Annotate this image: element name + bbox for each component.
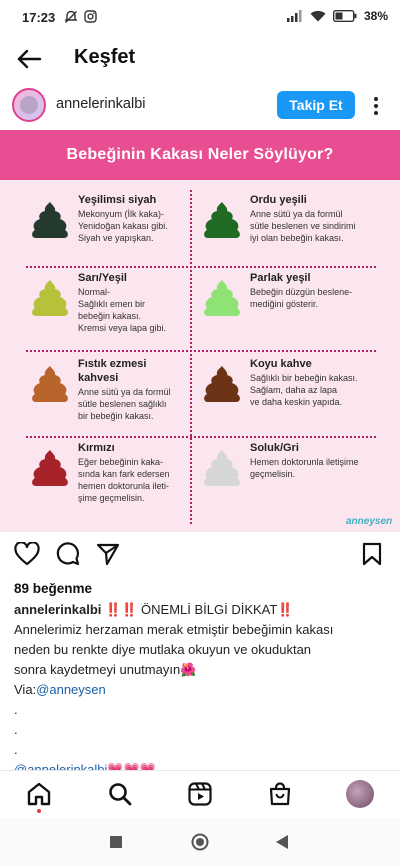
- stool-swatch-icon: [202, 200, 242, 240]
- shop-icon[interactable]: [267, 781, 293, 807]
- stool-color-description: sütle beslenen ve sindirimi: [250, 221, 356, 231]
- stool-color-description: Bebeğin düzgün beslene-: [250, 287, 353, 297]
- via-label: Via:: [14, 682, 37, 697]
- stool-color-description: Sağlam, daha az lapa: [250, 385, 338, 395]
- caption-dot: .: [14, 702, 18, 717]
- wifi-icon: [310, 10, 326, 22]
- stool-color-description: Anne sütü ya da formül: [78, 387, 171, 397]
- stool-color-description: şime geçmelisin.: [78, 493, 145, 503]
- infographic-title: Bebeğinin Kakası Neler Söylüyor?: [0, 130, 400, 180]
- search-icon[interactable]: [107, 781, 133, 807]
- stool-color-description: sütle beslenen sağlıklı: [78, 399, 167, 409]
- more-options-icon[interactable]: [368, 94, 384, 118]
- stool-swatch-icon: [30, 364, 70, 404]
- stool-swatch-icon: [30, 278, 70, 318]
- status-time: 17:23: [22, 10, 56, 25]
- stool-swatch-icon: [30, 448, 70, 488]
- stool-color-description: Yenidoğan kakası gibi.: [78, 221, 168, 231]
- status-bar: [0, 0, 400, 34]
- back-arrow-icon[interactable]: [14, 44, 44, 74]
- stool-color-description: hemen doktorunla ileti-: [78, 481, 170, 491]
- follow-button[interactable]: Takip Et: [277, 91, 355, 119]
- stool-color-title: Sarı/Yeşil: [78, 272, 127, 284]
- post-username[interactable]: annelerinkalbi: [56, 96, 146, 112]
- via-link[interactable]: @anneysen: [36, 682, 106, 697]
- stool-color-title: kahvesi: [78, 372, 119, 384]
- battery-icon: [333, 10, 357, 22]
- reels-icon[interactable]: [187, 781, 213, 807]
- share-icon[interactable]: [96, 542, 120, 566]
- stool-color-title: Soluk/Gri: [250, 442, 299, 454]
- post-header: [0, 84, 400, 130]
- stool-color-description: mediğini gösterir.: [250, 299, 319, 309]
- stool-color-item: [202, 440, 382, 522]
- comment-icon[interactable]: [56, 542, 80, 566]
- stool-color-title: Ordu yeşili: [250, 194, 307, 206]
- heart-icon[interactable]: [14, 542, 40, 566]
- post-image[interactable]: [0, 130, 400, 532]
- battery-level: 38%: [363, 9, 388, 23]
- stool-color-description: sında kan fark edersen: [78, 469, 170, 479]
- watermark: anneysen: [346, 516, 393, 527]
- caption-dot: .: [14, 722, 18, 737]
- signal-icon: [287, 10, 303, 22]
- home-icon[interactable]: [26, 781, 52, 807]
- avatar[interactable]: [12, 88, 46, 122]
- stool-swatch-icon: [202, 364, 242, 404]
- bottom-navigation: [0, 770, 400, 819]
- stool-color-description: ve daha keskin yapıda.: [250, 397, 343, 407]
- caption-line: neden bu renkte diye mutlaka okuyun ve okuduktan: [14, 642, 312, 657]
- stool-color-item: [202, 356, 382, 438]
- profile-avatar[interactable]: [346, 780, 374, 808]
- post-caption: [14, 600, 390, 780]
- stool-color-description: Sağlıklı bir bebeğin kakası.: [250, 373, 358, 383]
- caption-dot: .: [14, 742, 18, 757]
- stool-swatch-icon: [202, 278, 242, 318]
- stool-color-title: Parlak yeşil: [250, 272, 311, 284]
- stool-color-item: [30, 270, 210, 352]
- notifications-off-icon: [64, 10, 78, 24]
- caption-line: Annelerimiz herzaman merak etmiştir bebeğimin kakası: [14, 622, 334, 637]
- notification-dot: [37, 809, 41, 813]
- stool-color-description: Siyah ve yapışkan.: [78, 233, 154, 243]
- stool-color-item: [30, 440, 210, 522]
- stool-color-item: [202, 192, 382, 274]
- stool-color-title: Fıstık ezmesi: [78, 358, 147, 370]
- recent-apps-icon[interactable]: [110, 836, 122, 848]
- stool-color-description: Normal-: [78, 287, 111, 297]
- home-circle-icon[interactable]: [191, 833, 209, 851]
- stool-color-description: Kremsi veya lapa gibi.: [78, 323, 167, 333]
- stool-color-description: geçmelisin.: [250, 469, 296, 479]
- back-triangle-icon[interactable]: [276, 835, 288, 849]
- stool-color-description: Sağlıklı emen bir: [78, 299, 146, 309]
- stool-color-item: [30, 356, 210, 438]
- instagram-icon: [84, 10, 97, 23]
- system-navigation: [0, 818, 400, 866]
- like-count[interactable]: 89 beğenme: [14, 581, 93, 596]
- stool-color-description: Hemen doktorunla iletişime: [250, 457, 359, 467]
- stool-color-description: bir bebeğin kakası.: [78, 411, 154, 421]
- stool-color-title: Yeşilimsi siyah: [78, 194, 157, 206]
- stool-color-description: Anne sütü ya da formül: [250, 209, 343, 219]
- stool-color-description: iyi olan bebeğin kakası.: [250, 233, 344, 243]
- bookmark-icon[interactable]: [362, 542, 382, 566]
- stool-color-title: Kırmızı: [78, 442, 115, 454]
- stool-color-item: [202, 270, 382, 352]
- stool-color-title: Koyu kahve: [250, 358, 312, 370]
- stool-color-description: Eğer bebeğinin kaka-: [78, 457, 164, 467]
- page-title: Keşfet: [74, 46, 136, 68]
- caption-headline: ‼️‼️ ÖNEMLİ BİLGİ DİKKAT‼️: [105, 602, 294, 617]
- stool-color-description: Mekonyum (İlk kaka)-: [78, 209, 165, 219]
- caption-line: sonra kaydetmeyi unutmayın🌺: [14, 662, 197, 677]
- post-actions: [0, 532, 400, 576]
- caption-username[interactable]: annelerinkalbi: [14, 602, 102, 617]
- app-bar: [0, 34, 400, 84]
- stool-swatch-icon: [202, 448, 242, 488]
- stool-color-item: [30, 192, 210, 274]
- stool-color-description: bebeğin kakası.: [78, 311, 142, 321]
- stool-swatch-icon: [30, 200, 70, 240]
